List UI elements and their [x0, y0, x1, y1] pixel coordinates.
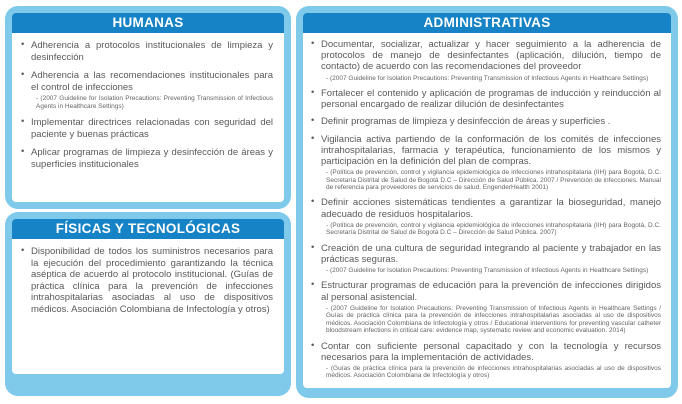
list-item — [311, 243, 661, 275]
item-citation: - (2007 Guideline for Isolation Precautions: Preventing Transmission of Infectious Agents in Healthcare Settings / Guías de práctica clínica para la prevención de infecciones intrahospitalarias asociadas al uso de dispositivos médicos. Asociación Colombiana de Infectología y otros / Educational interventions for preventing vascular catheter bloodstream infections in critical care: evidence map, systematic review and economic evaluation. 2014) — [326, 304, 661, 335]
item-text: Implementar directrices relacionadas con seguridad del paciente y buenas prácticas — [31, 117, 273, 140]
panel-fisicas-body — [12, 219, 284, 374]
panel-humanas-title: HUMANAS — [12, 13, 284, 33]
panel-administrativas-title: ADMINISTRATIVAS — [303, 13, 671, 33]
item-text: Disponibilidad de todos los suministros necesarios para la ejecución del procedimiento garantizando la técnica aséptica de acuerdo al protocolo institucional. (Guías de práctica clínica para la prevención de infecciones intrahospitalarias asociadas al uso de dispositivos médicos. Asociación Colombiana de Infectología y otros) — [31, 246, 273, 315]
panel-administrativas — [296, 6, 678, 398]
administrativas-item-list — [303, 33, 671, 388]
item-text: Adherencia a protocolos institucionales de limpieza y desinfección — [31, 40, 273, 63]
item-text: Definir acciones sistemáticas tendientes a garantizar la bioseguridad, manejo adecuado de residuos hospitalarios. — [321, 197, 661, 220]
panel-humanas — [5, 6, 291, 209]
item-citation: - (2007 Guideline for Isolation Precautions: Preventing Transmission of Infectious Agents in Healthcare Settings) — [326, 74, 649, 82]
list-item — [21, 246, 273, 316]
item-text: Aplicar programas de limpieza y desinfección de áreas y superficies institucionales — [31, 147, 273, 170]
bullet-icon: • — [21, 116, 25, 128]
bullet-icon: • — [311, 339, 315, 351]
humanas-item-list — [12, 33, 284, 202]
panel-administrativas-body — [303, 13, 671, 388]
item-citation: - (2007 Guideline for Isolation Precautions: Preventing Transmission of Infectious Agents in Healthcare Settings) — [36, 95, 273, 110]
item-citation: - (Política de prevención, control y vigilancia epidemiológica de infecciones intrahospitalaria (IIH) para Bogotá, D.C. Secretaría Distrital de Salud de Bogotá D.C – Dirección de Salud Pública. 2007) — [326, 221, 661, 237]
panel-fisicas-tecnologicas — [5, 212, 291, 396]
item-text: Documentar, socializar, actualizar y hacer seguimiento a la adherencia de protocolos de manejo de desinfectantes (aplicación, dilución, tiempo de contacto) de acuerdo con las recomendaciones del proveedor — [321, 39, 661, 73]
item-citation: - (Guías de práctica clínica para la prevención de infecciones intrahospitalarias asociadas al uso de dispositivos médicos. Asociación Colombiana de Infectología y otros) — [326, 364, 661, 380]
bullet-icon: • — [311, 279, 315, 291]
bullet-icon: • — [21, 39, 25, 50]
bullet-icon: • — [311, 115, 315, 127]
list-item — [21, 40, 273, 63]
item-text: Estructurar programas de educación para la prevención de infecciones dirigidos al personal asistencial. — [321, 280, 661, 303]
item-text: Creación de una cultura de seguridad integrando al paciente y trabajador en las prácticas seguras. — [321, 242, 661, 265]
list-item — [311, 280, 661, 334]
item-citation: - (2007 Guideline for Isolation Precautions: Preventing Transmission of Infectious Agents in Healthcare Settings) — [326, 267, 649, 275]
bullet-icon: • — [311, 132, 315, 144]
bullet-icon: • — [311, 241, 315, 253]
bullet-icon: • — [21, 146, 25, 158]
bullet-icon: • — [21, 245, 25, 256]
item-citation: - (Política de prevención, control y vigilancia epidemiológica de infecciones intrahospitalaria (IIH) para Bogotá, D.C. Secretaría Distrital de Salud de Bogotá D.C – Dirección de Salud Pública. 2007 / Prevención de infecciones. Manual de referencia para proveedores de servicios de salud. EngenderHealth 2001) — [326, 169, 661, 192]
list-item — [311, 39, 661, 82]
list-item — [21, 117, 273, 140]
list-item — [311, 197, 661, 236]
bullet-icon: • — [21, 69, 25, 81]
item-text: Definir programas de limpieza y desinfección de áreas y superficies . — [321, 116, 611, 128]
list-item — [311, 341, 661, 380]
list-item — [311, 116, 661, 127]
bullet-icon: • — [311, 87, 315, 99]
list-item — [311, 134, 661, 192]
list-item — [311, 88, 661, 110]
item-text: Adherencia a las recomendaciones institucionales para el control de infecciones — [31, 70, 273, 93]
list-item — [21, 70, 273, 110]
item-text: Contar con suficiente personal capacitado y con la tecnología y recursos necesarios para la implementación de actividades. — [321, 340, 661, 363]
item-text: Vigilancia activa partiendo de la conformación de los comités de infecciones intrahospitalarias, farmacia y terapéutica, funcionamiento de los mismos y participación en la definición del plan de compras. — [321, 133, 661, 168]
bullet-icon: • — [311, 196, 315, 208]
fisicas-item-list — [12, 239, 284, 374]
panel-fisicas-title: FÍSICAS Y TECNOLÓGICAS — [12, 219, 284, 239]
list-item — [21, 147, 273, 170]
bullet-icon: • — [311, 38, 315, 49]
panel-humanas-body — [12, 13, 284, 202]
item-text: Fortalecer el contenido y aplicación de programas de inducción y reinducción al personal encargado de realizar dilución de desinfectantes — [321, 88, 661, 111]
